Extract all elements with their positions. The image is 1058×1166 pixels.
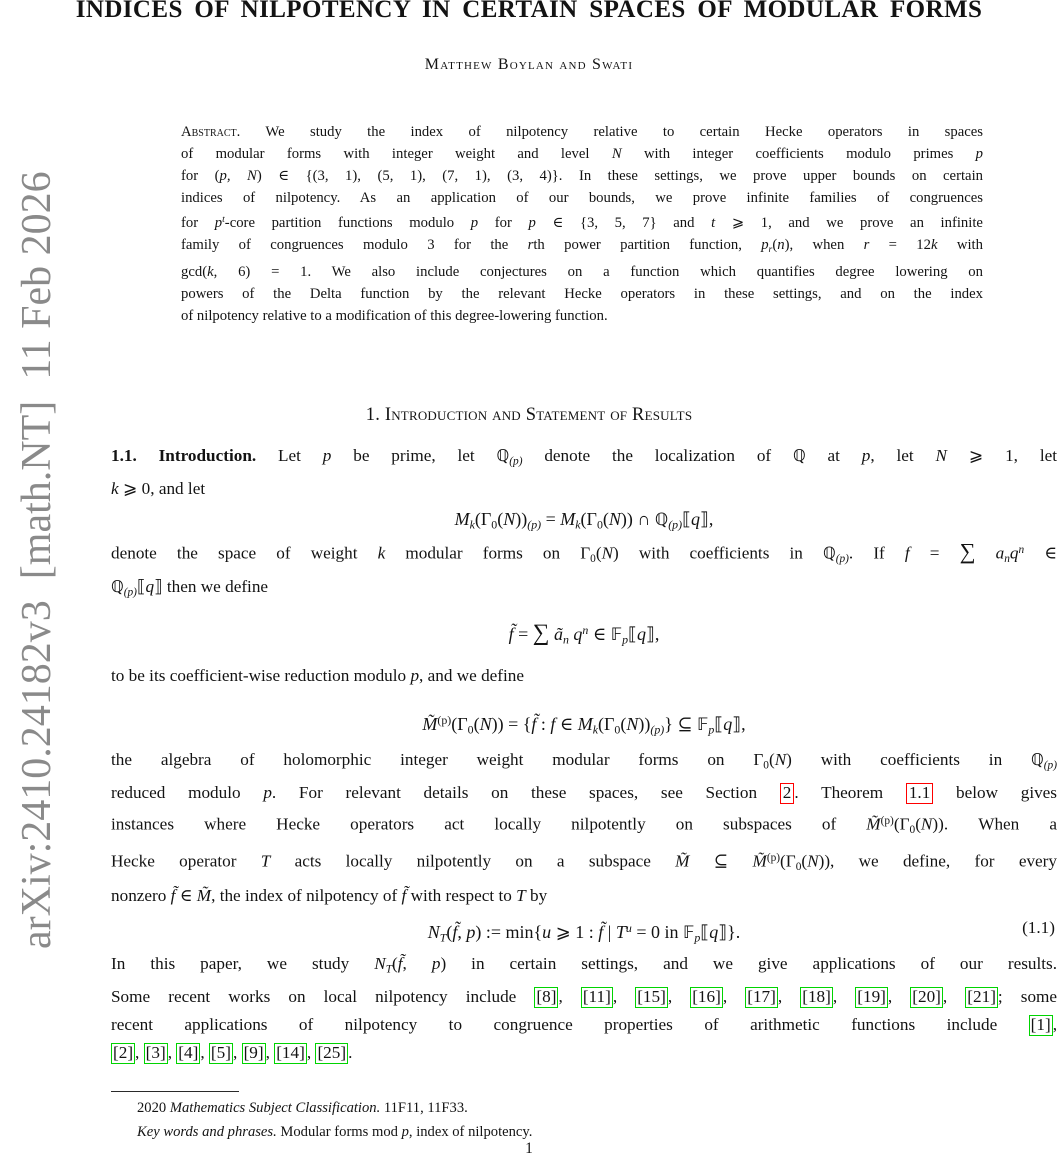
text-line: [111, 882, 1057, 910]
text-run: ), when: [784, 236, 864, 253]
text-run: )). When a: [932, 815, 1057, 835]
text-run: [976, 544, 996, 563]
text-run: f: [550, 713, 556, 734]
text-run: for: [478, 214, 529, 231]
text-run: (p): [668, 517, 683, 532]
text-run: r: [527, 236, 534, 253]
text-run: 0: [467, 722, 474, 737]
text-run: N: [503, 509, 516, 529]
text-run: ,: [558, 987, 581, 1007]
text-run: = 12: [869, 236, 931, 253]
text-run: modular forms on Γ: [385, 543, 591, 563]
text-run: u: [542, 921, 552, 942]
text-run: (: [392, 954, 398, 973]
text-run: ∑: [532, 619, 550, 646]
text-run: We study the index of nilpotency relative to certain Hecke operators in spaces: [240, 124, 983, 140]
text-run: p: [401, 1123, 409, 1140]
text-run: q: [723, 713, 733, 734]
text-run: ⩾ 1, let: [947, 446, 1058, 465]
text-run: 0: [491, 517, 498, 532]
text-run: a: [995, 543, 1005, 563]
text-run: N: [920, 815, 933, 835]
text-run: (p): [527, 517, 542, 532]
text-run: :: [536, 713, 551, 734]
text-run: ℚ: [1031, 750, 1044, 769]
text-run: ⟦: [700, 921, 710, 942]
text-run: 1.: [365, 405, 385, 425]
text-line: [111, 983, 1057, 1011]
paragraph-space-of-forms: [111, 536, 1057, 606]
text-run: M̃: [866, 815, 881, 835]
display-equation-mtilde: [111, 702, 1057, 748]
text-run: ) ∈ {(3, 1), (5, 1), (7, 1), (3, 4)}. In these settings, we prove upper bounds on certain: [256, 168, 983, 184]
text-run: 1.1. Introduction.: [111, 446, 257, 465]
text-run: p: [708, 722, 715, 737]
text-run: . If: [848, 543, 905, 563]
text-run: N: [374, 954, 386, 973]
text-run: u: [625, 921, 632, 935]
text-line: [111, 662, 1057, 690]
text-run: M: [560, 509, 576, 529]
text-run: (p): [650, 722, 665, 737]
text-run: ⟧,: [732, 713, 746, 734]
text-run: =: [513, 623, 533, 644]
text-run: t: [711, 214, 716, 231]
text-line: [111, 475, 1057, 503]
text-run: ⟦: [628, 623, 637, 644]
text-run: ,: [135, 1043, 144, 1063]
text-run: M̃: [675, 852, 690, 872]
text-run: (Γ: [474, 509, 492, 529]
abstract-line: [181, 305, 983, 327]
text-run: )): [638, 713, 651, 734]
display-equation-ftilde: [111, 606, 1057, 664]
text-line: [111, 1039, 1057, 1067]
text-run: p: [263, 783, 272, 803]
text-run: p: [528, 214, 536, 231]
text-run: , 6) = 1. We also include conjectures on a function which quantifies degree lowering on: [213, 263, 983, 280]
abstract-line: [181, 209, 983, 234]
citation-link[interactable]: [20]: [912, 987, 941, 1007]
text-run: n: [582, 623, 589, 637]
abstract-line: [181, 121, 983, 143]
abstract-line: [181, 234, 983, 261]
text-run: ⩾ 1, and we prove an infinite: [715, 214, 983, 231]
text-run: ∈: [555, 713, 578, 734]
text-run: 0: [596, 517, 603, 532]
text-run: ,: [402, 954, 432, 973]
text-run: T: [439, 930, 447, 945]
text-run: (: [595, 543, 602, 563]
text-run: below gives: [933, 783, 1058, 803]
text-run: with integer coefficients modulo primes: [621, 146, 976, 162]
text-run: M: [577, 713, 593, 734]
text-run: q: [636, 623, 646, 644]
citation-link[interactable]: [25]: [317, 1043, 347, 1063]
text-run: k: [377, 543, 386, 563]
text-run: 2020: [137, 1100, 170, 1116]
text-run: N: [807, 852, 819, 872]
citation-link[interactable]: [18]: [802, 987, 831, 1007]
text-run: be prime, let: [331, 446, 497, 465]
text-run: (p): [835, 553, 849, 566]
citation-link[interactable]: [4]: [178, 1043, 199, 1063]
text-run: 𝔽: [696, 713, 709, 734]
equation-tag: (1.1): [1022, 918, 1055, 937]
text-run: |: [603, 921, 616, 942]
text-run: 0: [614, 722, 621, 737]
citation-link[interactable]: [14]: [276, 1043, 305, 1063]
text-run: k: [469, 517, 475, 532]
text-run: by: [525, 885, 548, 905]
text-run: -core partition functions modulo: [224, 214, 471, 231]
text-run: )): [515, 509, 528, 529]
text-run: ∈ {3, 5, 7} and: [535, 214, 712, 231]
text-run: ⟦: [682, 509, 691, 529]
text-run: ℚ: [792, 446, 806, 465]
text-line: [111, 746, 1057, 779]
text-run: f̃: [598, 921, 604, 942]
abstract-line: [181, 261, 983, 283]
abstract-line: [181, 165, 983, 187]
text-run: Abstract.: [181, 124, 241, 140]
text-run: ℚ: [654, 509, 669, 529]
text-run: th power partition function,: [533, 236, 762, 253]
text-run: f̃: [170, 885, 176, 905]
text-run: (p): [880, 815, 894, 828]
text-run: N: [611, 146, 622, 162]
text-run: ,: [167, 1043, 177, 1063]
text-run: (: [768, 750, 775, 769]
text-run: , let: [870, 446, 936, 465]
citation-link[interactable]: [8]: [536, 987, 557, 1007]
text-run: ⩾ 0, and let: [118, 479, 206, 499]
text-run: ) := min{: [475, 921, 543, 942]
text-run: Some recent works on local nilpotency include: [111, 987, 535, 1007]
text-run: Modular forms mod: [276, 1123, 402, 1140]
text-run: (Γ: [780, 852, 796, 872]
text-run: 0: [763, 759, 769, 772]
text-run: 𝔽: [682, 921, 695, 942]
text-run: ã: [553, 623, 563, 644]
text-run: T: [385, 963, 393, 976]
text-line: [111, 1011, 1057, 1039]
paragraph-citations: [111, 950, 1057, 1067]
text-run: p: [410, 666, 420, 685]
footnote-msc: [111, 1097, 1057, 1121]
text-run: ⟧}.: [718, 921, 741, 942]
text-run: M: [454, 509, 470, 529]
abstract: [181, 121, 983, 327]
arxiv-watermark: arXiv:2410.24182v3 [math.NT] 11 Feb 2026: [14, 171, 60, 949]
text-run: T: [260, 852, 271, 872]
text-run: ∑: [959, 538, 976, 564]
text-run: M̃: [196, 885, 212, 905]
text-run: p: [694, 930, 701, 945]
page-number: 1: [525, 1140, 533, 1157]
text-run: p: [622, 632, 629, 647]
text-run: ⟧ then we define: [154, 577, 269, 597]
text-run: q: [1009, 543, 1019, 563]
paper-authors: Matthew Boylan and Swati: [424, 56, 634, 73]
text-run: (p): [123, 586, 137, 599]
text-run: (: [620, 713, 627, 734]
text-run: N: [774, 750, 787, 769]
text-run: (p): [437, 713, 452, 727]
text-run: f̃: [508, 623, 514, 644]
text-run: 0: [909, 824, 916, 837]
text-run: ,: [265, 1043, 275, 1063]
text-run: 0: [590, 553, 596, 566]
display-equation-mk: [111, 503, 1057, 541]
text-run: f̃: [401, 885, 407, 905]
text-run: ⩾ 1 :: [551, 921, 599, 942]
text-run: 𝔽: [610, 623, 623, 644]
text-run: Hecke operator: [111, 852, 261, 872]
text-run: (p): [509, 455, 523, 468]
text-run: N: [601, 543, 614, 563]
text-run: p: [466, 921, 476, 942]
text-run: ,: [1052, 1015, 1057, 1035]
text-run: N: [626, 713, 639, 734]
text-run: p: [431, 954, 441, 973]
text-run: for (: [181, 168, 220, 184]
text-run: t: [222, 214, 225, 225]
text-run: indices of nilpotency. As an application of our bounds, we prove infinite families of congruences: [181, 190, 983, 206]
footnote-rule: [111, 1091, 239, 1092]
text-run: =: [909, 543, 960, 563]
text-run: p: [861, 446, 871, 465]
text-run: T: [615, 921, 626, 942]
text-run: ,: [232, 1043, 242, 1063]
footnotes: [111, 1097, 1057, 1145]
text-run: (Γ: [451, 713, 468, 734]
text-run: p: [470, 214, 479, 231]
text-run: nonzero: [111, 885, 171, 905]
citation-link[interactable]: [5]: [210, 1043, 231, 1063]
text-run: with: [937, 236, 983, 253]
text-line: [111, 950, 1057, 983]
citation-link[interactable]: [2]: [113, 1043, 134, 1063]
text-run: ℚ: [822, 543, 836, 563]
text-run: Mathematics Subject Classification.: [169, 1100, 381, 1116]
text-run: T: [516, 885, 526, 905]
text-run: . Theorem: [794, 783, 906, 803]
text-run: q: [145, 577, 155, 597]
text-run: k: [207, 263, 214, 280]
citation-link[interactable]: [19]: [857, 987, 886, 1007]
citation-link[interactable]: [3]: [145, 1043, 166, 1063]
section-heading: [0, 405, 1058, 426]
text-run: q: [690, 509, 700, 529]
text-run: q: [709, 921, 719, 942]
text-run: gcd(: [181, 263, 208, 280]
text-run: (: [772, 236, 778, 253]
text-run: (Γ: [580, 509, 597, 529]
text-line: [111, 807, 1057, 844]
text-run: k: [575, 517, 581, 532]
text-run: r: [768, 243, 773, 255]
text-run: f̃: [452, 921, 458, 942]
text-run: (p): [1043, 759, 1057, 772]
text-run: )) ∩: [620, 509, 655, 529]
reference-link[interactable]: 2: [780, 783, 795, 804]
text-run: 0: [795, 861, 802, 874]
text-run: to be its coefficient-wise reduction modulo: [111, 666, 411, 685]
text-line: [111, 536, 1057, 573]
text-run: p: [975, 146, 983, 162]
text-run: In this paper, we study: [111, 954, 375, 973]
text-run: (: [446, 921, 453, 942]
text-run: , and we define: [419, 666, 525, 685]
text-run: k: [111, 479, 119, 499]
text-run: ,: [306, 1043, 316, 1063]
abstract-line: [181, 143, 983, 165]
text-run: at: [805, 446, 862, 465]
citation-link[interactable]: [21]: [967, 987, 996, 1007]
text-run: r: [863, 236, 870, 253]
text-run: k: [592, 722, 599, 737]
text-line: [111, 844, 1057, 881]
text-run: (p): [766, 852, 781, 865]
text-run: M̃: [752, 852, 767, 872]
text-run: ℚ: [111, 577, 124, 597]
text-run: N: [935, 446, 948, 465]
paragraph-algebra: [111, 746, 1057, 910]
text-run: ,: [777, 987, 801, 1007]
text-run: ,: [457, 921, 467, 942]
text-run: (Γ: [893, 815, 910, 835]
text-run: n: [1018, 544, 1025, 556]
text-run: ,: [942, 987, 966, 1007]
text-line: [111, 779, 1057, 807]
text-run: ⟧,: [645, 623, 660, 644]
text-run: Key words and phrases.: [137, 1123, 277, 1140]
paper-title: INDICES OF NILPOTENCY IN CERTAIN SPACES OF MODULAR FORMS: [75, 0, 983, 23]
text-run: 11F11, 11F33.: [380, 1100, 468, 1116]
text-run: (: [497, 509, 504, 529]
text-run: ) with coefficients in: [613, 543, 823, 563]
text-run: ⟧,: [699, 509, 714, 529]
text-run: q: [573, 623, 583, 644]
text-run: M̃: [422, 713, 438, 734]
text-run: ∈: [175, 885, 197, 905]
citation-link[interactable]: [15]: [637, 987, 666, 1007]
text-run: powers of the Delta function by the relevant Hecke operators in these settings, and on the index: [181, 285, 983, 302]
text-run: n: [1004, 553, 1010, 566]
citation-link[interactable]: [9]: [243, 1043, 264, 1063]
text-run: Let: [256, 446, 323, 465]
text-run: .: [348, 1043, 353, 1063]
text-run: n: [562, 632, 569, 647]
text-run: = 0 in: [631, 921, 683, 942]
text-run: ⊆: [689, 852, 753, 872]
citation-link[interactable]: [1]: [1030, 1015, 1051, 1035]
text-run: , index of nilpotency.: [408, 1123, 533, 1140]
paragraph-introduction: [111, 442, 1057, 503]
text-run: of modular forms with integer weight and level: [181, 146, 612, 162]
abstract-line: [181, 283, 983, 305]
text-run: ; some: [997, 987, 1058, 1007]
text-run: ∈: [1024, 543, 1057, 563]
text-run: Introduction and Statement of Results: [384, 405, 693, 425]
abstract-line: [181, 187, 983, 209]
text-run: )), we define, for every: [818, 852, 1057, 872]
text-run: family of congruences modulo 3 for the: [181, 236, 528, 253]
text-run: (: [602, 509, 609, 529]
text-line: [111, 442, 1057, 475]
equation-body: [427, 921, 741, 945]
text-run: ) in certain settings, and we give applications of our results.: [440, 954, 1058, 973]
text-run: p: [214, 214, 223, 231]
citation-link[interactable]: [11]: [582, 987, 611, 1007]
text-run: n: [777, 236, 785, 253]
text-run: ,: [887, 987, 911, 1007]
text-run: ) with coefficients in: [786, 750, 1032, 769]
text-run: for: [181, 214, 215, 231]
text-run: f̃: [397, 954, 403, 973]
text-run: p, N: [219, 168, 257, 184]
text-run: acts locally nilpotently on a subspace: [270, 852, 676, 872]
text-run: (Γ: [598, 713, 615, 734]
text-run: p: [322, 446, 332, 465]
text-run: , the index of nilpotency of: [211, 885, 402, 905]
text-run: recent applications of nilpotency to congruence properties of arithmetic functions include: [111, 1015, 1029, 1035]
text-run: of nilpotency relative to a modification of this degree-lowering function.: [181, 307, 608, 324]
text-run: N: [608, 509, 621, 529]
text-run: f: [904, 543, 910, 563]
text-run: denote the space of weight: [111, 543, 378, 563]
citation-link[interactable]: [17]: [747, 987, 776, 1007]
text-run: (: [801, 852, 808, 872]
text-run: reduced modulo: [111, 783, 264, 803]
text-run: } ⊆: [664, 713, 697, 734]
text-run: ,: [667, 987, 691, 1007]
reference-link[interactable]: 1.1: [906, 783, 933, 804]
text-run: =: [541, 509, 561, 529]
text-run: ,: [722, 987, 746, 1007]
text-run: ,: [832, 987, 856, 1007]
text-run: ∈: [588, 623, 611, 644]
text-run: ℚ: [496, 446, 510, 465]
text-line: [111, 573, 1057, 606]
text-run: the algebra of holomorphic integer weight modular forms on Γ: [111, 750, 764, 769]
text-run: ,: [200, 1043, 209, 1063]
text-run: . For relevant details on these spaces, see Section: [271, 783, 780, 803]
text-run: ⟦: [714, 713, 724, 734]
text-run: f̃: [531, 713, 537, 734]
paragraph-reduction: [111, 662, 1057, 690]
text-run: N: [479, 713, 492, 734]
text-run: (: [915, 815, 921, 835]
text-run: )) = {: [491, 713, 532, 734]
text-run: (: [473, 713, 480, 734]
text-run: ⟦: [136, 577, 146, 597]
citation-link[interactable]: [16]: [692, 987, 721, 1007]
text-run: with respect to: [406, 885, 517, 905]
text-run: denote the localization of: [522, 446, 793, 465]
text-run: k: [931, 236, 938, 253]
text-run: p: [761, 236, 769, 253]
text-run: instances where Hecke operators act locally nilpotently on subspaces of: [111, 815, 867, 835]
text-run: ,: [612, 987, 636, 1007]
text-run: N: [427, 921, 440, 942]
